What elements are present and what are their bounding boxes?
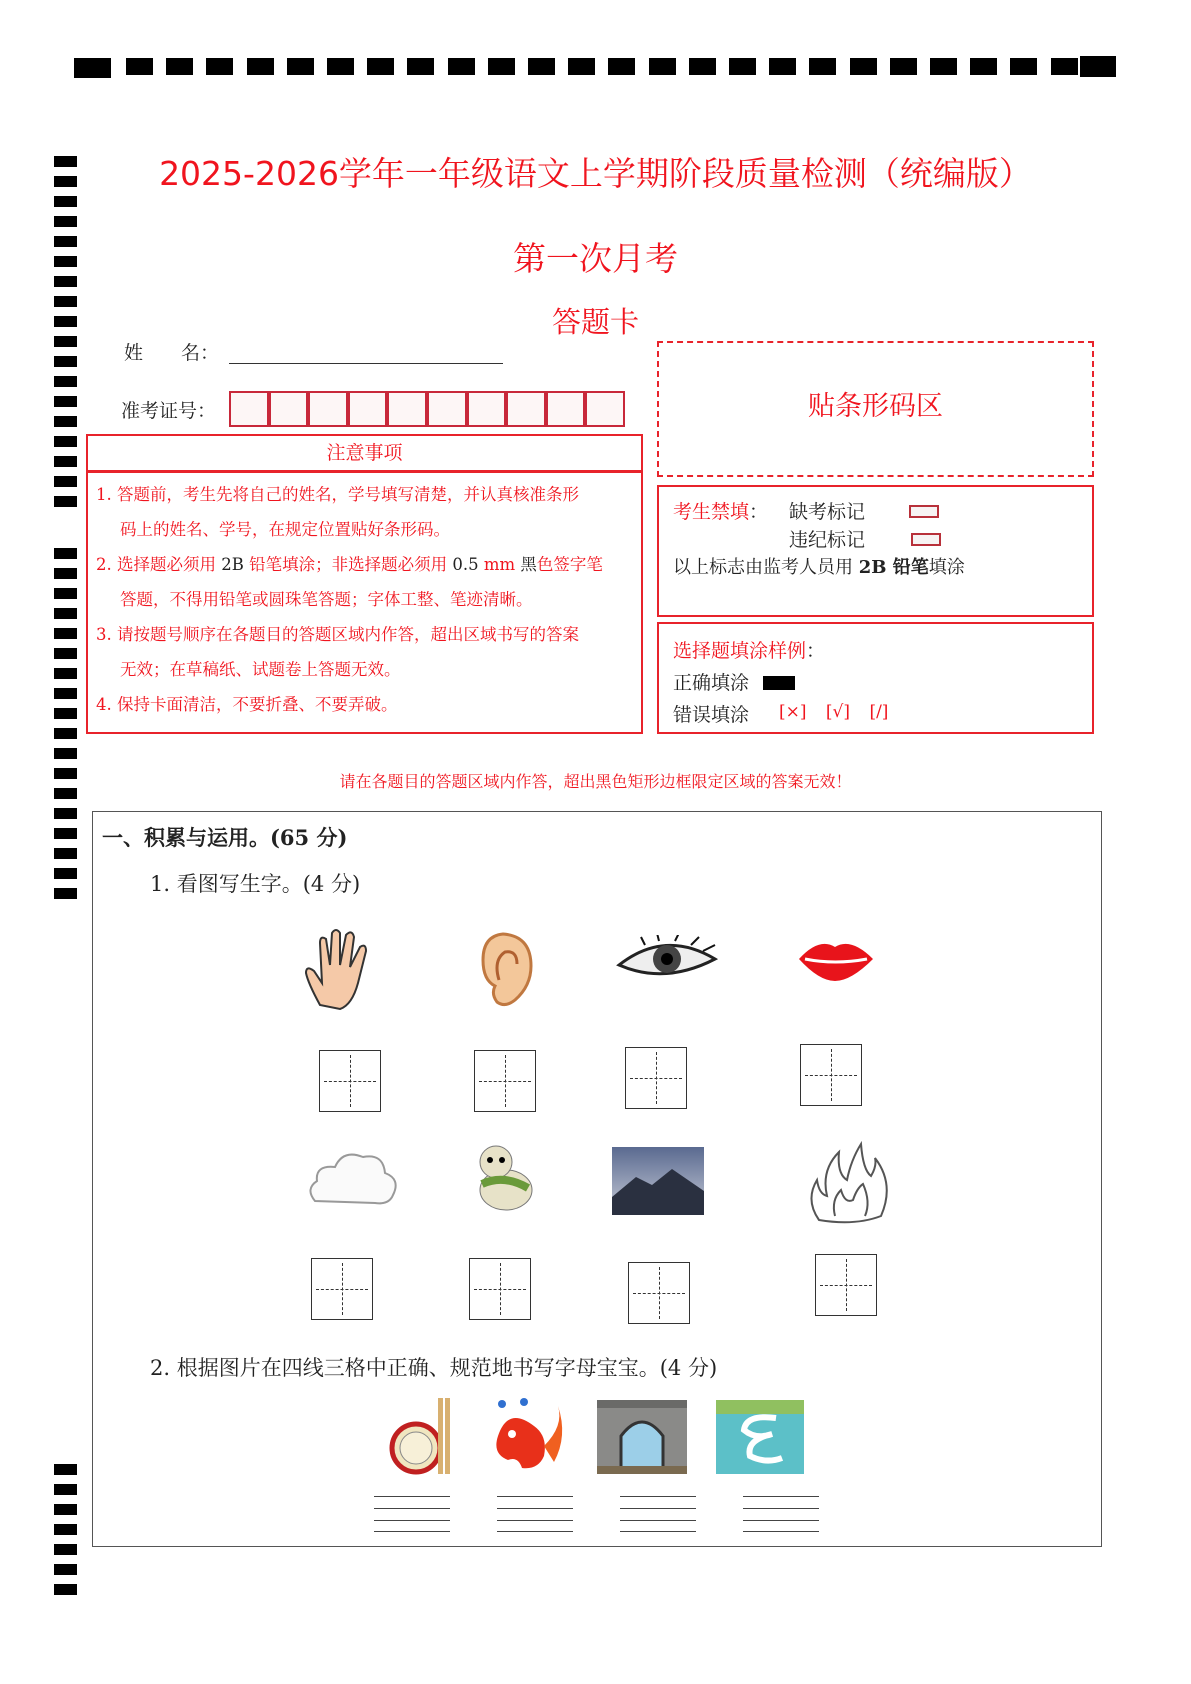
- exam-id-digit-box[interactable]: [585, 391, 625, 427]
- timing-mark: [54, 548, 77, 559]
- timing-mark: [54, 808, 77, 819]
- writing-grid[interactable]: [800, 1044, 862, 1106]
- timing-mark: [54, 456, 77, 467]
- timing-mark: [54, 668, 77, 679]
- timing-mark: [407, 58, 434, 75]
- timing-mark: [54, 1584, 77, 1595]
- timing-mark: [568, 58, 595, 75]
- sample-box: 选择题填涂样例： 正确填涂 错误填涂 [×] [√] [/]: [657, 622, 1094, 734]
- four-line-grid[interactable]: [743, 1496, 819, 1532]
- writing-grid[interactable]: [815, 1254, 877, 1316]
- timing-mark: [850, 58, 877, 75]
- timing-mark: [54, 1464, 77, 1475]
- timing-mark: [1010, 58, 1037, 75]
- fish-picture: [488, 1396, 568, 1476]
- writing-grid[interactable]: [311, 1258, 373, 1320]
- timing-mark: [126, 58, 153, 75]
- timing-mark: [74, 58, 111, 78]
- exam-id-digit-box[interactable]: [308, 391, 348, 427]
- timing-mark: [54, 1524, 77, 1535]
- correct-fill-label: 正确填涂: [673, 672, 750, 694]
- timing-mark: [367, 58, 394, 75]
- timing-mark: [54, 588, 77, 599]
- writing-grid[interactable]: [469, 1258, 531, 1320]
- name-input-line[interactable]: [229, 363, 503, 364]
- question-2: 2. 根据图片在四线三格中正确、规范地书写字母宝宝。(4 分): [150, 1356, 718, 1380]
- timing-mark: [54, 356, 77, 367]
- timing-mark: [54, 196, 77, 207]
- timing-mark: [729, 58, 756, 75]
- timing-mark: [54, 376, 77, 387]
- timing-mark: [649, 58, 676, 75]
- exam-id-digit-box[interactable]: [387, 391, 427, 427]
- question-1: 1. 看图写生字。(4 分): [150, 872, 361, 896]
- timing-mark: [448, 58, 475, 75]
- violation-label: 违纪标记: [789, 529, 866, 551]
- timing-mark: [247, 58, 274, 75]
- writing-grid[interactable]: [474, 1050, 536, 1112]
- timing-mark: [54, 708, 77, 719]
- answer-area-warning: 请在各题目的答题区域内作答，超出黑色矩形边框限定区域的答案无效！: [339, 772, 852, 791]
- timing-mark: [930, 58, 957, 75]
- timing-mark: [166, 58, 193, 75]
- notice-box: [86, 471, 643, 734]
- timing-mark: [54, 648, 77, 659]
- timing-mark: [54, 848, 77, 859]
- four-line-grid[interactable]: [497, 1496, 573, 1532]
- timing-mark: [970, 58, 997, 75]
- sample-label: 选择题填涂样例: [673, 640, 807, 662]
- timing-mark: [689, 58, 716, 75]
- writing-grid[interactable]: [625, 1047, 687, 1109]
- exam-id-digit-box[interactable]: [467, 391, 507, 427]
- notice-item-1: 1. 答题前，考生先将自己的姓名，学号填写清楚，并认真核准条形 码上的姓名、学号，在规定位置贴好条形码。: [96, 485, 579, 539]
- exam-id-digit-box[interactable]: [506, 391, 546, 427]
- ear-picture: [475, 930, 537, 1010]
- timing-mark: [54, 868, 77, 879]
- timing-mark: [54, 748, 77, 759]
- timing-mark: [327, 58, 354, 75]
- absent-mark-box[interactable]: [909, 505, 939, 518]
- answer-card-label: 答题卡: [551, 305, 639, 339]
- timing-mark: [809, 58, 836, 75]
- timing-mark: [54, 688, 77, 699]
- timing-mark: [54, 396, 77, 407]
- proctor-label: 考生禁填: [673, 501, 750, 523]
- timing-mark: [608, 58, 635, 75]
- timing-mark: [54, 216, 77, 227]
- exam-id-label: 准考证号：: [121, 400, 217, 422]
- timing-mark: [54, 1564, 77, 1575]
- fire-picture: [805, 1140, 893, 1226]
- timing-mark: [1080, 56, 1116, 77]
- exam-title: 2025-2026学年一年级语文上学期阶段质量检测（统编版）: [159, 154, 1032, 193]
- timing-mark: [54, 496, 77, 507]
- timing-mark: [54, 436, 77, 447]
- notice-title: 注意事项: [86, 434, 643, 472]
- eye-picture: [615, 935, 721, 985]
- timing-mark: [54, 828, 77, 839]
- section1-title: 一、积累与运用。(65 分): [102, 825, 348, 850]
- timing-mark: [54, 416, 77, 427]
- insect-picture: [468, 1140, 538, 1216]
- drum-d-picture: [388, 1396, 454, 1476]
- exam-id-digit-box[interactable]: [269, 391, 309, 427]
- timing-mark: [54, 1544, 77, 1555]
- notice-item-4: 4. 保持卡面清洁，不要折叠、不要弄破。: [96, 695, 398, 714]
- timing-mark: [54, 628, 77, 639]
- exam-id-digit-box[interactable]: [348, 391, 388, 427]
- notice-item-2: 2. 选择题必须用 2B 铅笔填涂；非选择题必须用 0.5 mm 黑色签字笔 答题，不得用铅笔或圆珠笔答题；字体工整、笔迹清晰。: [96, 555, 603, 609]
- timing-mark: [1051, 58, 1078, 75]
- writing-grid[interactable]: [319, 1050, 381, 1112]
- dragon-water-picture: [716, 1400, 804, 1474]
- timing-mark: [528, 58, 555, 75]
- writing-grid[interactable]: [628, 1262, 690, 1324]
- exam-id-digit-box[interactable]: [427, 391, 467, 427]
- exam-id-digit-box[interactable]: [229, 391, 269, 427]
- timing-mark: [54, 1504, 77, 1515]
- timing-mark: [206, 58, 233, 75]
- timing-mark: [54, 728, 77, 739]
- exam-subtitle: 第一次月考: [513, 239, 678, 278]
- wrong-fill-samples: [×] [√] [/]: [779, 702, 889, 722]
- cloud-picture: [305, 1145, 401, 1209]
- timing-mark: [54, 608, 77, 619]
- timing-mark: [488, 58, 515, 75]
- timing-mark: [287, 58, 314, 75]
- four-line-grid[interactable]: [620, 1496, 696, 1532]
- four-line-grid[interactable]: [374, 1496, 450, 1532]
- exam-id-digit-box[interactable]: [546, 391, 586, 427]
- correct-fill-sample: [763, 676, 795, 690]
- timing-mark: [54, 888, 77, 899]
- proctor-box: 考生禁填： 缺考标记 违纪标记 以上标志由监考人员用 2B 铅笔填涂: [657, 485, 1094, 617]
- hand-picture: [300, 925, 382, 1011]
- name-label: 姓 名：: [124, 342, 220, 364]
- violation-mark-box[interactable]: [911, 533, 941, 546]
- absent-label: 缺考标记: [789, 501, 866, 523]
- timing-mark: [890, 58, 917, 75]
- timing-mark: [54, 568, 77, 579]
- timing-mark: [54, 476, 77, 487]
- timing-mark: [54, 1484, 77, 1495]
- wrong-fill-label: 错误填涂: [673, 704, 750, 726]
- mouth-picture: [795, 935, 877, 985]
- mountain-picture: [612, 1147, 704, 1215]
- notice-item-3: 3. 请按题号顺序在各题目的答题区域内作答，超出区域书写的答案 无效；在草稿纸、试题卷上答题无效。: [96, 625, 579, 679]
- timing-mark: [769, 58, 796, 75]
- barcode-area: 贴条形码区: [657, 341, 1094, 477]
- proctor-note: 以上标志由监考人员用 2B 铅笔填涂: [673, 557, 965, 578]
- arch-door-picture: [597, 1400, 687, 1474]
